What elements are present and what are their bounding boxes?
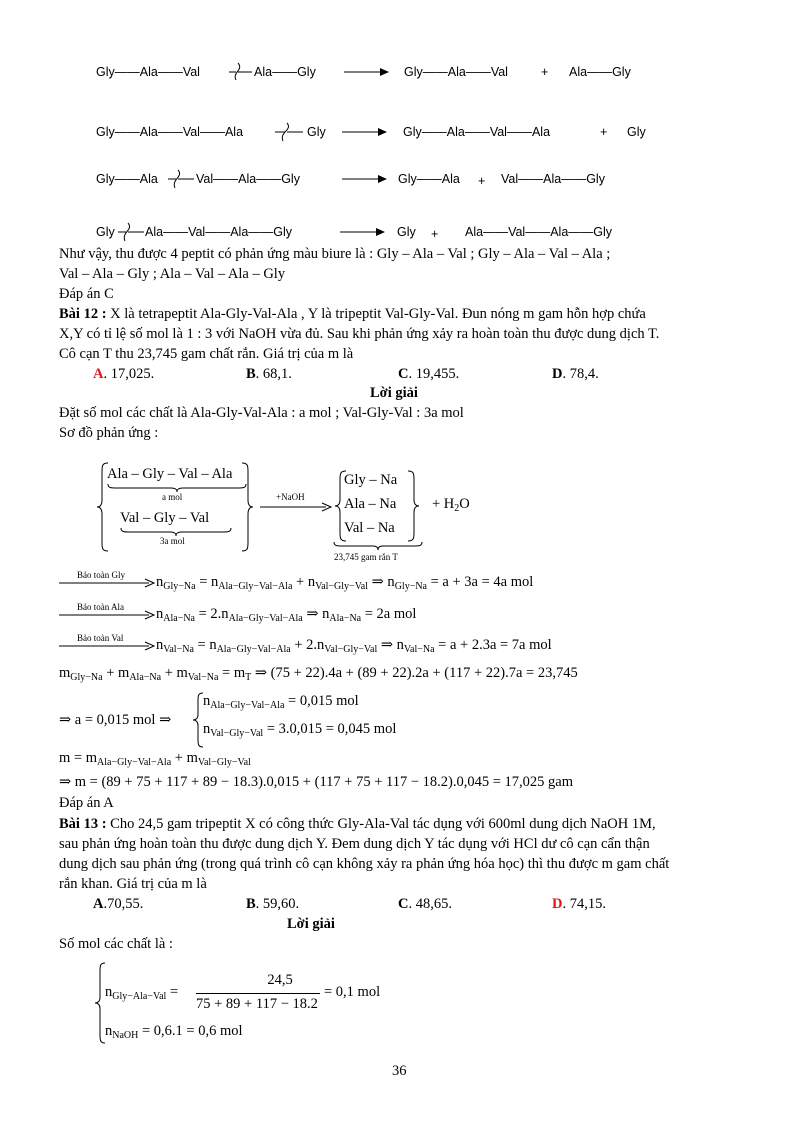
scheme-reactant-1: Ala – Gly – Val – Ala bbox=[107, 466, 233, 482]
eq-mass: $m_{Gly-Na} + m_{Ala-Na} + m_{Val-Na} = m_T$ ⇒ (75 + 22).4a + (89 + 22).2a + (117 + 22).7a = 23,745 bbox=[59, 665, 578, 683]
cleavage-mark-icon bbox=[166, 167, 196, 191]
reaction-4-left: Gly bbox=[96, 225, 115, 239]
solution-12-line-1: Đặt số mol các chất là Ala-Gly-Val-Ala : a mol ; Val-Gly-Val : 3a mol bbox=[59, 405, 464, 421]
scheme-water: + $H_2O$ bbox=[432, 496, 470, 514]
reaction-4-product-a: Gly bbox=[397, 225, 416, 239]
arrow-icon bbox=[260, 502, 332, 512]
cleavage-mark-icon bbox=[117, 220, 145, 244]
reaction-2-cut: Gly bbox=[307, 125, 326, 139]
option-b: B. 59,60. bbox=[246, 896, 300, 912]
reaction-2-product-b: Gly bbox=[627, 125, 646, 139]
solution-title-12: Lời giải bbox=[370, 385, 418, 401]
problem-13-label: Bài 13 : bbox=[59, 816, 107, 832]
arrow-icon bbox=[340, 226, 386, 238]
problem-13-line-4: rắn khan. Giá trị của m là bbox=[59, 876, 207, 892]
scheme-products-label: 23,745 gam rắn T bbox=[334, 552, 398, 562]
problem-12-line-3: Cô cạn T thu 23,745 gam chất rắn. Giá trị của m là bbox=[59, 346, 354, 362]
problem-12-line-2: X,Y có tỉ lệ số mol là 1 : 3 với NaOH vừa đủ. Sau khi phản ứng xảy ra hoàn toàn thu được dung dịch T. bbox=[59, 326, 660, 342]
reaction-3-plus: + bbox=[478, 174, 486, 188]
fraction-numerator: 24,5 bbox=[267, 972, 293, 988]
reaction-1-plus: + bbox=[541, 65, 549, 79]
cleavage-mark-icon bbox=[226, 60, 254, 84]
option-b: B. 68,1. bbox=[246, 366, 292, 382]
arrow-icon bbox=[59, 641, 155, 651]
fraction-bar bbox=[196, 993, 320, 994]
reaction-2-plus: + bbox=[600, 125, 608, 139]
option-a: A.70,55. bbox=[93, 896, 144, 912]
option-c: C. 19,455. bbox=[398, 366, 460, 382]
option-d: D. 78,4. bbox=[552, 366, 599, 382]
arrow-icon bbox=[59, 610, 155, 620]
scheme-product-3: Val – Na bbox=[344, 520, 395, 536]
fraction-denominator: 75 + 89 + 117 − 18.2 bbox=[196, 996, 318, 1012]
scheme-product-1: Gly – Na bbox=[344, 472, 398, 488]
problem-12-label: Bài 12 : bbox=[59, 306, 107, 322]
right-brace-icon bbox=[240, 462, 254, 552]
reaction-4-plus: + bbox=[431, 227, 439, 241]
scheme-reactant-1-mol: a mol bbox=[162, 492, 183, 502]
page-number: 36 bbox=[392, 1063, 407, 1079]
arrow-icon bbox=[342, 126, 388, 138]
summary-line-2: Val – Ala – Gly ; Ala – Val – Ala – Gly bbox=[59, 266, 286, 282]
scheme-reactant-2-mol: 3a mol bbox=[160, 536, 185, 546]
arrow-icon bbox=[342, 173, 388, 185]
right-brace-icon bbox=[406, 470, 420, 542]
reaction-1-left: Gly——Ala——Val bbox=[96, 65, 200, 79]
scheme-arrow-label: +NaOH bbox=[276, 492, 305, 502]
eq-m-result: ⇒ m = (89 + 75 + 117 + 89 − 18.3).0,015 + (117 + 75 + 117 − 18.2).0,045 = 17,025 gam bbox=[59, 774, 573, 790]
option-a: A. 17,025. bbox=[93, 366, 155, 382]
cleavage-mark-icon bbox=[273, 120, 307, 144]
reaction-2-product-a: Gly——Ala——Val——Ala bbox=[403, 125, 551, 139]
answer-c: Đáp án C bbox=[59, 286, 114, 302]
solution-title-13: Lời giải bbox=[287, 916, 335, 932]
reaction-4-product-b: Ala——Val——Ala——Gly bbox=[465, 225, 613, 239]
problem-13-line-1: Bài 13 : Cho 24,5 gam tripeptit X có công thức Gly-Ala-Val tác dụng với 600ml dung dịch NaOH 1M, bbox=[59, 816, 656, 832]
reaction-1-product-b: Ala——Gly bbox=[569, 65, 631, 79]
solution-13-line-1: Số mol các chất là : bbox=[59, 936, 173, 952]
reaction-3-product-b: Val——Ala——Gly bbox=[501, 172, 605, 186]
reaction-1-cut: Ala——Gly bbox=[254, 65, 316, 79]
solution-12-line-2: Sơ đồ phản ứng : bbox=[59, 425, 159, 441]
reaction-3-product-a: Gly——Ala bbox=[398, 172, 460, 186]
reaction-1-product-a: Gly——Ala——Val bbox=[404, 65, 508, 79]
arrow-icon bbox=[59, 578, 155, 588]
reaction-4-cut: Ala——Val——Ala——Gly bbox=[145, 225, 293, 239]
answer-a: Đáp án A bbox=[59, 795, 114, 811]
scheme-reactant-2: Val – Gly – Val bbox=[120, 510, 210, 526]
reaction-3-cut: Val——Ala——Gly bbox=[196, 172, 300, 186]
scheme-product-2: Ala – Na bbox=[344, 496, 397, 512]
arrow-icon bbox=[344, 66, 390, 78]
problem-13-line-3: dung dịch sau phản ứng (trong quá trình cô cạn không xảy ra phản ứng hóa học) thì thu được m gam chất bbox=[59, 856, 670, 872]
fraction-result: = 0,1 mol bbox=[324, 984, 381, 1000]
option-c: C. 48,65. bbox=[398, 896, 452, 912]
problem-12-line-1: Bài 12 : X là tetrapeptit Ala-Gly-Val-Ala , Y là tripeptit Val-Gly-Val. Đun nóng m gam hỗn hợp chứa bbox=[59, 306, 646, 322]
reaction-3-left: Gly——Ala bbox=[96, 172, 158, 186]
underbrace-icon bbox=[333, 541, 423, 551]
eq-m: $m = m_{Ala-Gly-Val-Ala} + m_{Val-Gly-Val}$ bbox=[59, 750, 251, 768]
problem-13-line-2: sau phản ứng hoàn toàn thu được dung dịch Y. Đem dung dịch Y tác dụng với HCl dư cô cạn cẩn thận bbox=[59, 836, 650, 852]
summary-line-1: Như vậy, thu được 4 peptit có phản ứng màu biure là : Gly – Ala – Val ; Gly – Ala – Val – Ala ; bbox=[59, 246, 611, 262]
option-d: D. 74,15. bbox=[552, 896, 606, 912]
reaction-2-left: Gly——Ala——Val——Ala bbox=[96, 125, 244, 139]
